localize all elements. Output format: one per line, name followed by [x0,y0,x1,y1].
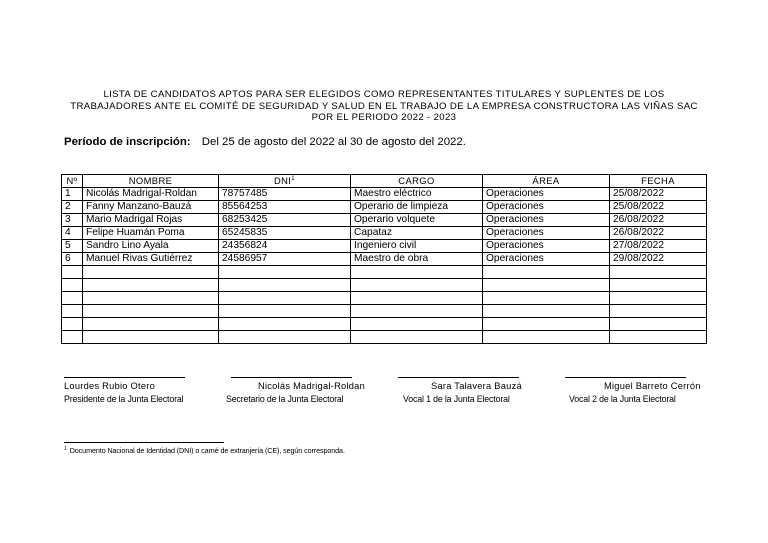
cell-area: Operaciones [483,227,610,240]
cell-number [62,279,83,292]
footnote-text: Documento Nacional de Identidad (DNI) o carné de extranjería (CE), según corresponda. [69,446,345,455]
table-row [62,305,707,318]
cell-date [610,279,707,292]
cell-date: 29/08/2022 [610,253,707,266]
cell-name: Fanny Manzano-Bauzá [83,201,219,214]
cell-number [62,292,83,305]
signature-role: Presidente de la Junta Electoral [64,394,184,404]
candidates-table [61,174,707,344]
cell-number: 4 [62,227,83,240]
cell-position: Maestro eléctrico [351,188,483,201]
cell-position: Maestro de obra [351,253,483,266]
cell-name [83,305,219,318]
table-row [62,279,707,292]
cell-area: Operaciones [483,188,610,201]
cell-date: 26/08/2022 [610,227,707,240]
cell-position [351,266,483,279]
table-row [62,331,707,344]
header-position: CARGO [351,175,483,188]
cell-position [351,331,483,344]
cell-area [483,305,610,318]
cell-name: Sandro Lino Ayala [83,240,219,253]
registration-period [64,136,466,148]
cell-position [351,279,483,292]
footnote-separator [64,442,224,443]
cell-dni: 24356824 [219,240,351,253]
signature-name: Sara Talavera Bauzá [431,381,522,391]
cell-name [83,331,219,344]
cell-dni [219,318,351,331]
cell-date: 27/08/2022 [610,240,707,253]
table-row [62,318,707,331]
cell-dni: 24586957 [219,253,351,266]
cell-name: Felipe Huamán Poma [83,227,219,240]
cell-position [351,318,483,331]
cell-name [83,318,219,331]
title-line: POR EL PERIODO 2022 - 2023 [311,112,457,123]
signature-line [398,377,519,378]
signature-name: Miguel Barreto Cerrón [604,381,701,391]
title-line: LISTA DE CANDIDATOS APTOS PARA SER ELEGIDOS COMO REPRESENTANTES TITULARES Y SUPLENTES DE LOS [103,89,665,100]
cell-dni [219,331,351,344]
cell-area [483,266,610,279]
table-row [62,214,707,227]
cell-date [610,318,707,331]
header-number: Nº [62,175,83,188]
cell-position [351,292,483,305]
signature-line [64,377,185,378]
signature-name: Lourdes Rubio Otero [64,381,156,391]
cell-number: 1 [62,188,83,201]
cell-date [610,266,707,279]
cell-area: Operaciones [483,253,610,266]
period-value: Del 25 de agosto del 2022 al 30 de agosto del 2022. [201,136,466,148]
cell-name: Manuel Rivas Gutiérrez [83,253,219,266]
cell-dni: 65245835 [219,227,351,240]
cell-date [610,331,707,344]
cell-position [351,305,483,318]
document-title [40,89,728,124]
cell-number: 2 [62,201,83,214]
cell-area: Operaciones [483,214,610,227]
cell-number [62,331,83,344]
signature-line [565,377,686,378]
cell-date [610,305,707,318]
cell-number [62,266,83,279]
signature-role: Vocal 1 de la Junta Electoral [403,394,510,404]
cell-number [62,305,83,318]
cell-area [483,292,610,305]
header-name: NOMBRE [83,175,219,188]
table-row [62,201,707,214]
cell-area: Operaciones [483,201,610,214]
cell-number: 6 [62,253,83,266]
cell-number: 3 [62,214,83,227]
signature-name: Nicolás Madrigal-Roldan [258,381,366,391]
table-row [62,188,707,201]
footnote-mark: 1 [64,446,67,452]
dni-footnote-mark: 1 [291,176,296,182]
table-row [62,253,707,266]
signature-line [231,377,352,378]
cell-name: Nicolás Madrigal-Roldan [83,188,219,201]
table-row [62,240,707,253]
cell-area: Operaciones [483,240,610,253]
cell-number [62,318,83,331]
cell-name [83,292,219,305]
cell-position: Capataz [351,227,483,240]
cell-dni [219,266,351,279]
footnote [64,446,345,455]
cell-date: 25/08/2022 [610,201,707,214]
cell-dni: 78757485 [219,188,351,201]
cell-dni [219,292,351,305]
cell-name: Mario Madrigal Rojas [83,214,219,227]
cell-area [483,318,610,331]
header-dni: DNI$^1$ [219,175,351,188]
cell-date: 25/08/2022 [610,188,707,201]
table-row [62,292,707,305]
table-header-row [62,175,707,188]
title-line: TRABAJADORES ANTE EL COMITÉ DE SEGURIDAD Y SALUD EN EL TRABAJO DE LA EMPRESA CONSTRUCTORA LAS VIÑAS SAC [70,100,698,112]
table-row [62,266,707,279]
cell-dni: 85564253 [219,201,351,214]
cell-name [83,279,219,292]
cell-position: Ingeniero civil [351,240,483,253]
cell-name [83,266,219,279]
cell-dni: 68253425 [219,214,351,227]
cell-area [483,331,610,344]
period-label: Período de inscripción: [64,136,191,148]
cell-dni [219,305,351,318]
header-area: ÁREA [483,175,610,188]
cell-position: Operario de limpieza [351,201,483,214]
cell-area [483,279,610,292]
cell-date: 26/08/2022 [610,214,707,227]
signature-role: Secretario de la Junta Electoral [226,394,344,404]
cell-position: Operario volquete [351,214,483,227]
header-date: FECHA [610,175,707,188]
table-row [62,227,707,240]
cell-date [610,292,707,305]
cell-number: 5 [62,240,83,253]
signature-role: Vocal 2 de la Junta Electoral [569,394,676,404]
cell-dni [219,279,351,292]
